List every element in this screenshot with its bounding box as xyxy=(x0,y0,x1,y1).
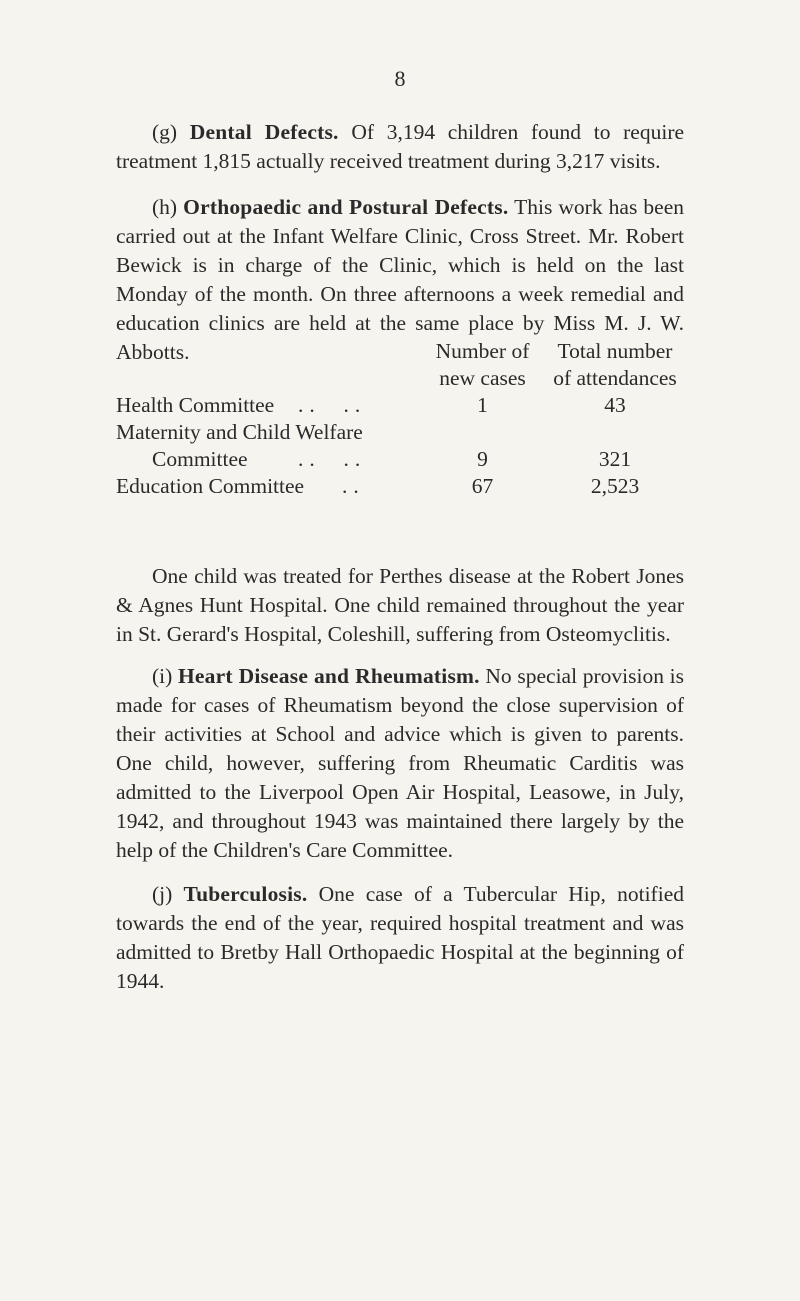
section-j-label: (j) xyxy=(152,882,173,906)
row-health-leader: .. .. xyxy=(298,393,367,417)
page-number: 8 xyxy=(394,66,406,91)
perthes-paragraph: One child was treated for Perthes disease at the Robert Jones & Agnes Hunt Hospital. One child remained throughout the year in St. Gerard's Hospital, Coleshill, suffering from Osteomyclitis. xyxy=(116,564,684,646)
row-education-new-cases: 67 xyxy=(471,474,494,498)
section-i-label: (i) xyxy=(152,664,173,688)
row-health-attendances: 43 xyxy=(604,393,626,417)
row-maternity-label-line2: Committee xyxy=(152,447,248,471)
section-i-text: No special provision is made for cases of Rheumatism beyond the close supervision of their activities at School and advice which is given to parents. One child, however, suffering from Rheumatic Carditis was admitted to the Liverpool Open Air Hospital, Leasowe, in July, 1942, and throughout 1943 was maintained there largely by the help of the Children's Care Committee. xyxy=(116,664,684,862)
section-h-text: This work has been carried out at the Infant Welfare Clinic, Cross Street. Mr. Robert Bewick is in charge of the Clinic, which is held on the last Monday of the month. On three afternoons a week remedial and education clinics are held at the same place by Miss M. J. W. Abbotts. xyxy=(116,195,684,364)
section-h-label: (h) xyxy=(152,195,178,219)
header-new-cases-line2: new cases xyxy=(439,366,526,390)
section-g-text: Of 3,194 children found to require treatment 1,815 actually received treatment during 3,217 visits. xyxy=(116,120,685,173)
header-new-cases-line1: Number of xyxy=(435,339,530,363)
row-education-label: Education Committee xyxy=(116,474,305,498)
header-total-line2: of attendances xyxy=(553,366,677,390)
row-maternity-new-cases: 9 xyxy=(477,447,488,471)
row-health-new-cases: 1 xyxy=(477,393,488,417)
section-g-paragraph xyxy=(116,118,684,176)
section-j-text: One case of a Tubercular Hip, notified towards the end of the year, required hospital treatment and was admitted to Bretby Hall Orthopaedic Hospital at the beginning of 1944. xyxy=(116,882,684,993)
row-maternity-label-line1: Maternity and Child Welfare xyxy=(116,420,363,444)
section-i-paragraph xyxy=(116,662,684,865)
row-health-label: Health Committee xyxy=(116,393,275,417)
row-maternity-attendances: 321 xyxy=(598,447,632,471)
section-j-paragraph xyxy=(116,880,684,996)
row-education-leader: .. xyxy=(342,474,365,498)
section-i-heading: Heart Disease and Rheumatism. xyxy=(177,664,480,688)
section-j-heading: Tuberculosis. xyxy=(183,882,308,906)
section-g-heading: Dental Defects. xyxy=(189,120,339,144)
section-g-label: (g) xyxy=(152,120,178,144)
row-education-attendances: 2,523 xyxy=(590,474,640,498)
section-h-heading: Orthopaedic and Postural Defects. xyxy=(183,195,509,219)
header-total-line1: Total number xyxy=(557,339,673,363)
row-maternity-leader: .. .. xyxy=(298,447,367,471)
